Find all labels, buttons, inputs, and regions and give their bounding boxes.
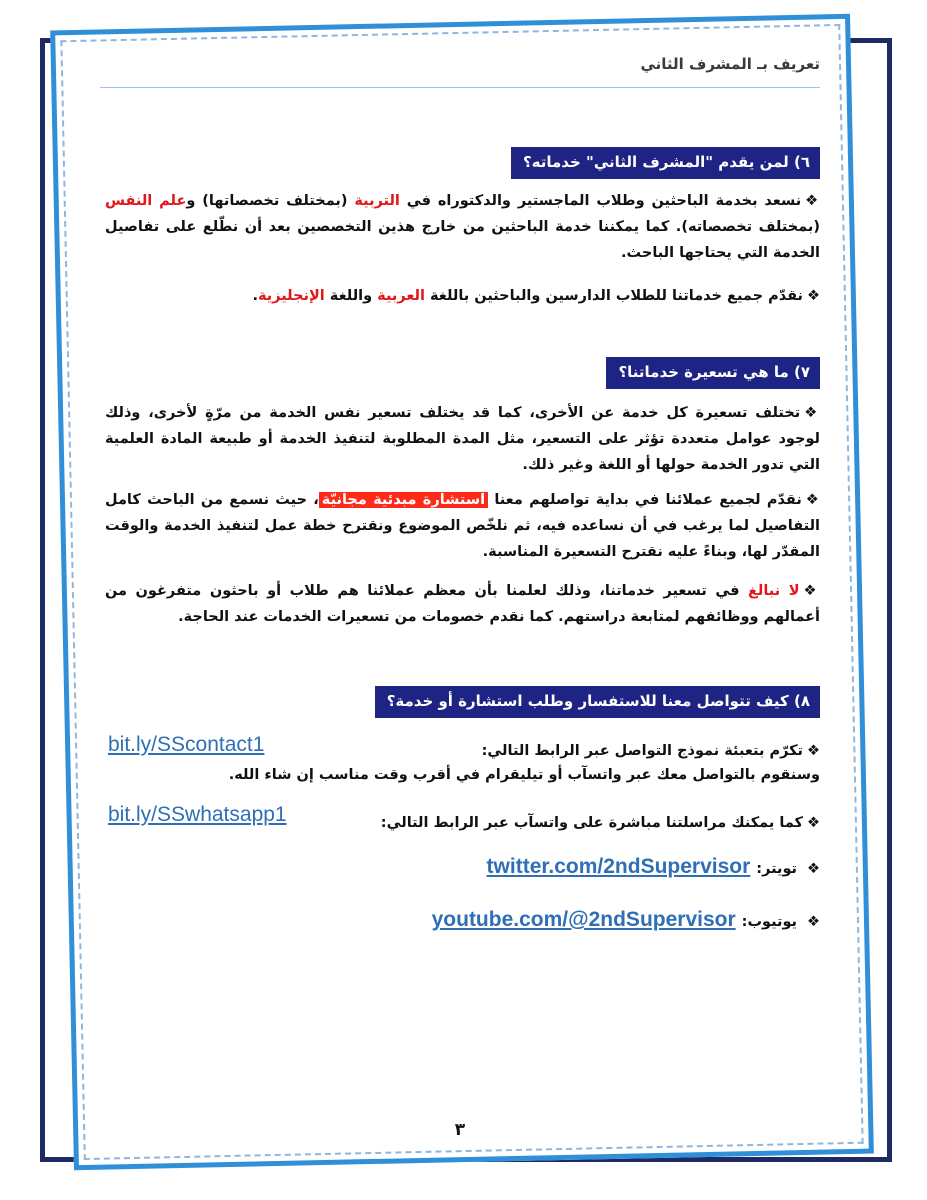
text-span: نقدّم جميع خدماتنا للطلاب الدارسين والباحثين باللغة — [424, 288, 803, 304]
section-7-paragraph-1 — [105, 400, 820, 478]
bullet-icon: ❖ — [807, 861, 820, 877]
text-span: كما يمكنك مراسلتنا مباشرة على واتسآب عبر الرابط التالي: — [380, 815, 803, 831]
youtube-line — [432, 908, 820, 932]
text-span: تكرّم بتعبئة نموذج التواصل عبر الرابط التالي: — [481, 743, 803, 759]
page-content — [100, 0, 820, 1200]
twitter-label: تويتر: — [756, 861, 797, 877]
contact-form-link[interactable]: bit.ly/SScontact1 — [108, 733, 265, 756]
text-span: نسعد بخدمة الباحثين وطلاب الماجستير والدكتوراه في — [399, 193, 802, 209]
bullet-icon: ❖ — [803, 583, 820, 599]
text-span: نقدّم لجميع عملائنا في بداية تواصلهم معنا — [488, 492, 802, 508]
section-6-paragraph-1 — [105, 188, 820, 266]
text-span: ، حيث نسمع من الباحث كامل التفاصيل لما يرغب في أن نساعده فيه، ثم نلخّص الموضوع ونقترح خطة عمل لتنفيذ الخدمة والوقت المقدّر لها، وبناءً عليه نقترح التسعيرة المناسبة. — [105, 492, 820, 560]
emphasis-red: علم النفس — [105, 193, 187, 209]
text-span: (بمختلف تخصصاته). كما يمكننا خدمة الباحثين من خارج هذين التخصصين بعد أن نطّلع على تفاصيل الخدمة التي يحتاجها الباحث. — [105, 219, 820, 261]
text-span: تختلف تسعيرة كل خدمة عن الأخرى، كما قد يختلف تسعير نفس الخدمة من مرّةٍ لأخرى، وذلك لوجود عوامل متعددة تؤثر على التسعير، مثل المدة المطلوبة لتنفيذ الخدمة أو طبيعة المادة العلمية التي تدور الخدمة حولها أو اللغة وغير ذلك. — [105, 405, 820, 473]
bullet-icon: ❖ — [807, 815, 820, 831]
section-8-title: ٨) كيف تتواصل معنا للاستفسار وطلب استشارة أو خدمة؟ — [375, 686, 820, 718]
bullet-icon: ❖ — [805, 492, 820, 508]
emphasis-red: التربية — [354, 193, 400, 209]
text-span: واللغة — [324, 288, 378, 304]
emphasis-red: لا نبالغ — [748, 583, 800, 599]
running-header: تعريف بـ المشرف الثاني — [640, 55, 820, 73]
bullet-icon: ❖ — [804, 405, 821, 421]
text-span: (بمختلف تخصصاتها) و — [186, 193, 355, 209]
bullet-icon: ❖ — [805, 193, 821, 209]
bullet-icon: ❖ — [807, 288, 820, 304]
text-span: في تسعير خدماتنا، وذلك لعلمنا بأن معظم عملائنا هم طلاب أو باحثون متفرغون من أعمالهم ووظائفهم لمتابعة دراستهم. كما نقدم خصومات من تسعيرات الخدمات عند الحاجة. — [105, 583, 820, 625]
youtube-link[interactable]: youtube.com/@2ndSupervisor — [431, 908, 736, 931]
text-span: . — [252, 288, 258, 304]
section-7-paragraph-2 — [105, 487, 820, 565]
whatsapp-link[interactable]: bit.ly/SSwhatsapp1 — [108, 803, 287, 826]
section-6-paragraph-2 — [105, 283, 820, 309]
header-divider — [100, 87, 820, 88]
section-7-title: ٧) ما هي تسعيرة خدماتنا؟ — [606, 357, 820, 389]
bullet-icon: ❖ — [807, 743, 820, 759]
section-6-title: ٦) لمن يقدم "المشرف الثاني" خدماته؟ — [511, 147, 820, 179]
contact-form-text-2: وسنقوم بالتواصل معك عبر واتسآب أو تيليقرام في أقرب وقت مناسب إن شاء الله. — [228, 767, 820, 783]
twitter-line — [487, 855, 820, 879]
emphasis-red: العربية — [377, 288, 425, 304]
twitter-link[interactable]: twitter.com/2ndSupervisor — [486, 855, 751, 878]
free-consultation-highlight: استشارة مبدئية مجانيّة — [319, 492, 488, 508]
whatsapp-text — [300, 810, 820, 836]
bullet-icon: ❖ — [807, 914, 820, 930]
contact-form-text — [300, 738, 820, 764]
emphasis-red: الإنجليزية — [257, 288, 325, 304]
youtube-label: يوتيوب: — [741, 914, 797, 930]
page-number: ٣ — [454, 1120, 466, 1140]
section-7-paragraph-3 — [105, 578, 820, 630]
